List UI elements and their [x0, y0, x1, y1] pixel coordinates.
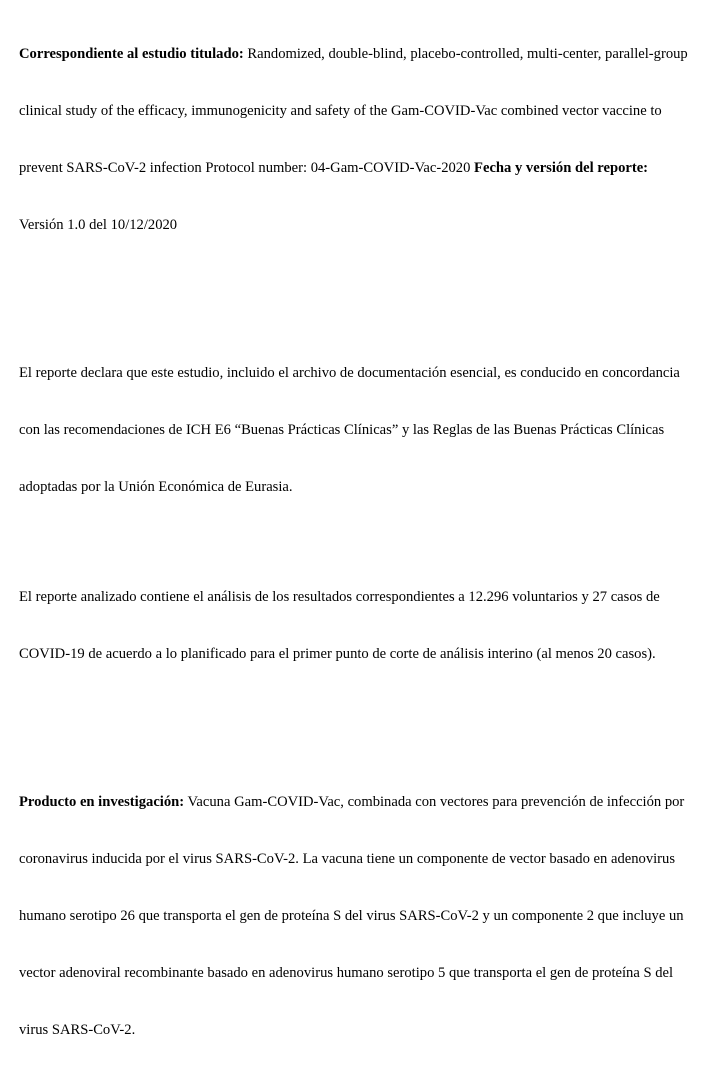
product-text-part-1: Vacuna Gam-COVID-Vac, combinada con vectores para prevención de infección por [184, 794, 685, 810]
study-line-1 [19, 45, 719, 64]
study-label: Correspondiente al estudio titulado: [19, 46, 244, 62]
analysis-line-1: El reporte analizado contiene el análisis de los resultados correspondientes a 12.296 voluntarios y 27 casos de [19, 589, 660, 605]
product-line-5: virus SARS-CoV-2. [19, 1022, 136, 1038]
product-line-4: vector adenoviral recombinante basado en adenovirus humano serotipo 5 que transporta el gen de proteína S del [19, 965, 674, 981]
product-line-3: humano serotipo 26 que transporta el gen de proteína S del virus SARS-CoV-2 y un componente 2 que incluye un [19, 908, 684, 924]
product-paragraph [19, 755, 719, 1078]
declaration-line-3: adoptadas por la Unión Económica de Eurasia. [19, 479, 293, 495]
product-line-2: coronavirus inducida por el virus SARS-CoV-2. La vacuna tiene un componente de vector basado en adenovirus [19, 851, 676, 867]
study-paragraph [19, 7, 719, 273]
study-line-3 [19, 159, 719, 178]
study-line-2: clinical study of the efficacy, immunogenicity and safety of the Gam-COVID-Vac combined vector vaccine to [19, 103, 662, 119]
product-label: Producto en investigación: [19, 794, 185, 810]
study-title-part-3: prevent SARS-CoV-2 infection Protocol number: 04-Gam-COVID-Vac-2020 [19, 160, 475, 176]
report-version: Versión 1.0 del 10/12/2020 [19, 217, 178, 233]
study-title-part-1: Randomized, double-blind, placebo-controlled, multi-center, parallel-group [243, 46, 688, 62]
document-page [19, 7, 719, 1078]
analysis-paragraph [19, 550, 719, 702]
product-line-1 [19, 793, 719, 812]
declaration-paragraph [19, 326, 719, 535]
declaration-line-2: con las recomendaciones de ICH E6 “Buenas Prácticas Clínicas” y las Reglas de las Buenas Prácticas Clínicas [19, 422, 665, 438]
report-date-label: Fecha y versión del reporte: [474, 160, 649, 176]
declaration-line-1: El reporte declara que este estudio, incluido el archivo de documentación esencial, es conducido en concordancia [19, 365, 680, 381]
analysis-line-2: COVID-19 de acuerdo a lo planificado para el primer punto de corte de análisis interino (al menos 20 casos). [19, 646, 656, 662]
